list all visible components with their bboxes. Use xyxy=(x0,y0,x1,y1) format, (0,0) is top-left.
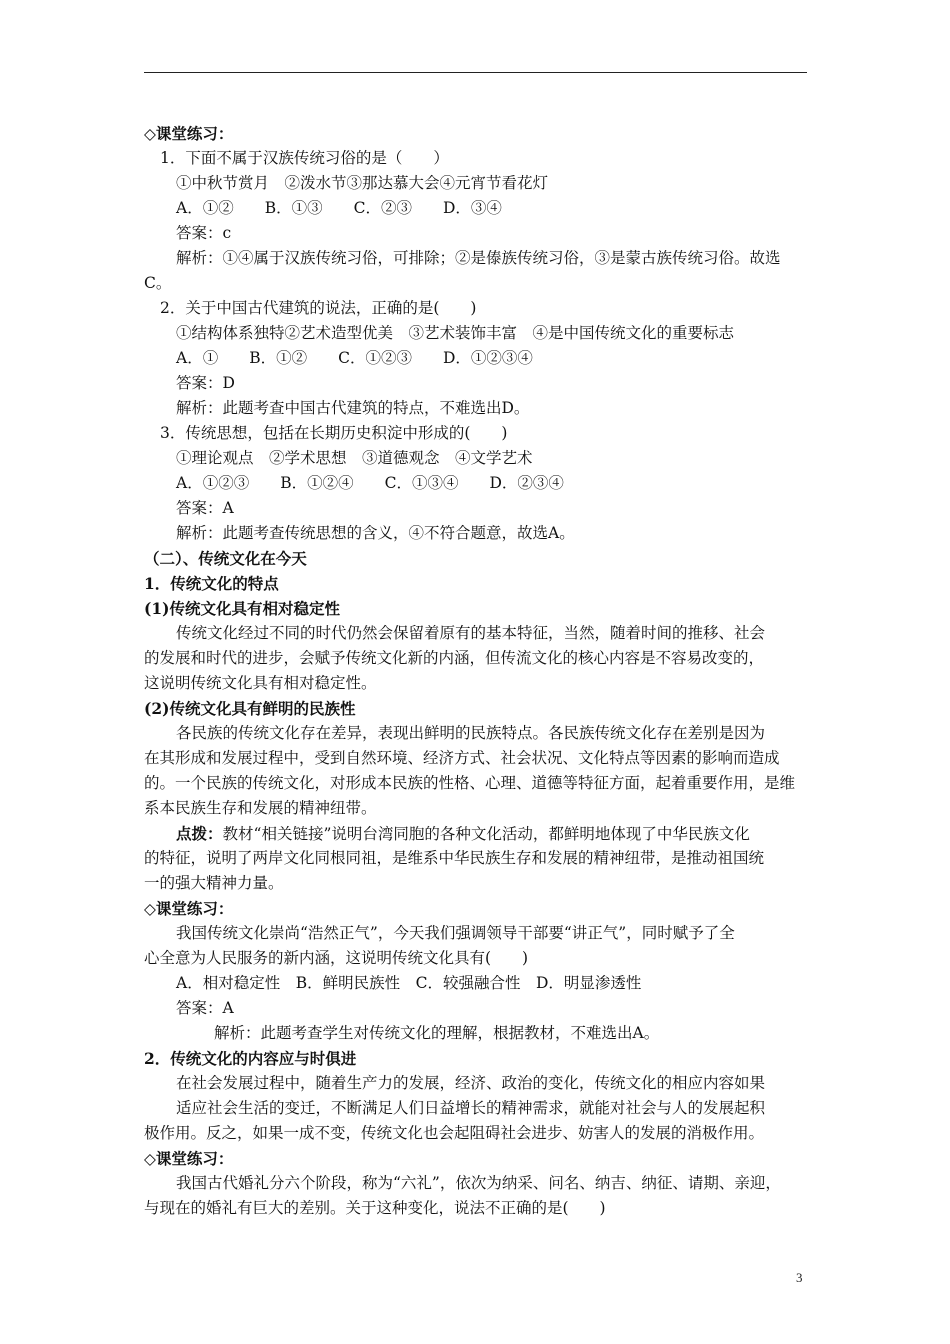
document-body xyxy=(144,121,814,1221)
practice-2-options: A．相对稳定性 B．鲜明民族性 C．较强融合性 D．明显渗透性 xyxy=(176,974,642,992)
subsection-1-title: 1．传统文化的特点 xyxy=(144,574,279,593)
point-2-line: 的。一个民族的传统文化，对形成本民族的性格、心理、道德等特征方面，起着重要作用，是维 xyxy=(144,774,796,792)
practice-heading: ◇课堂练习： xyxy=(144,124,234,143)
tip-paragraph xyxy=(144,821,814,846)
practice-2-answer: 答案：A xyxy=(176,999,234,1017)
subsection-2-line: 极作用。反之，如果一成不变，传统文化也会起阻碍社会进步、妨害人的发展的消极作用。 xyxy=(144,1124,765,1142)
point-1-line: 这说明传统文化具有相对稳定性。 xyxy=(144,674,377,692)
question-1-options: A．①② B．①③ C．②③ D．③④ xyxy=(176,199,502,217)
section-title: （二）、传统文化在今天 xyxy=(144,549,307,568)
tip-line: 的特征，说明了两岸文化同根同祖，是维系中华民族生存和发展的精神纽带，是推动祖国统 xyxy=(144,849,765,867)
point-2-line: 系本民族生存和发展的精神纽带。 xyxy=(144,799,377,817)
tip-text: 教材“相关链接”说明台湾同胞的各种文化活动，都鲜明地体现了中华民族文化 xyxy=(222,825,750,843)
practice-2-analysis: 解析：此题考查学生对传统文化的理解，根据教材，不难选出A。 xyxy=(214,1024,660,1042)
point-2-line: 各民族的传统文化存在差异，表现出鲜明的民族特点。各民族传统文化存在差别是因为 xyxy=(176,724,766,742)
practice-2-question: 我国传统文化崇尚“浩然正气”，今天我们强调领导干部要“讲正气”，同时赋予了全 xyxy=(176,924,735,942)
question-2-options: A．① B．①② C．①②③ D．①②③④ xyxy=(176,349,533,367)
question-2-answer: 答案：D xyxy=(176,374,235,392)
question-1-analysis-cont: C。 xyxy=(144,274,172,292)
question-3-answer: 答案：A xyxy=(176,499,234,517)
subsection-2-line: 在社会发展过程中，随着生产力的发展，经济、政治的变化，传统文化的相应内容如果 xyxy=(176,1074,766,1092)
practice-heading: ◇课堂练习： xyxy=(144,1149,234,1168)
practice-heading: ◇课堂练习： xyxy=(144,899,234,918)
point-1-line: 传统文化经过不同的时代仍然会保留着原有的基本特征，当然，随着时间的推移、社会 xyxy=(176,624,766,642)
practice-3-question-cont: 与现在的婚礼有巨大的差别。关于这种变化，说法不正确的是( ) xyxy=(144,1199,606,1217)
question-1-answer: 答案：c xyxy=(176,224,232,242)
subsection-2-line: 适应社会生活的变迁，不断满足人们日益增长的精神需求，就能对社会与人的发展起积 xyxy=(176,1099,766,1117)
question-3-options: A．①②③ B．①②④ C．①③④ D．②③④ xyxy=(176,474,564,492)
header-rule xyxy=(144,72,807,73)
practice-2-question-cont: 心全意为人民服务的新内涵，这说明传统文化具有( ) xyxy=(144,949,529,967)
practice-3-question: 我国古代婚礼分六个阶段，称为“六礼”，依次为纳采、问名、纳吉、纳征、请期、亲迎， xyxy=(176,1174,781,1192)
tip-label: 点拨： xyxy=(176,824,223,843)
page-number: 3 xyxy=(796,1270,803,1285)
question-3-items: ①理论观点 ②学术思想 ③道德观念 ④文学艺术 xyxy=(176,449,533,467)
point-2-line: 在其形成和发展过程中，受到自然环境、经济方式、社会状况、文化特点等因素的影响而造成 xyxy=(144,749,780,767)
question-1-analysis: 解析：①④属于汉族传统习俗，可排除；②是傣族传统习俗，③是蒙古族传统习俗。故选 xyxy=(176,249,781,267)
point-2-title: (2)传统文化具有鲜明的民族性 xyxy=(144,699,356,718)
subsection-2-title: 2．传统文化的内容应与时俱进 xyxy=(144,1049,357,1068)
question-2-analysis: 解析：此题考查中国古代建筑的特点，不难选出D。 xyxy=(176,399,530,417)
question-1-stem: 1．下面不属于汉族传统习俗的是（ ） xyxy=(160,149,449,167)
question-1-items: ①中秋节赏月 ②泼水节③那达慕大会④元宵节看花灯 xyxy=(176,174,549,192)
question-3-analysis: 解析：此题考查传统思想的含义，④不符合题意，故选A。 xyxy=(176,524,575,542)
tip-line: 一的强大精神力量。 xyxy=(144,874,284,892)
question-3-stem: 3．传统思想，包括在长期历史积淀中形成的( ) xyxy=(160,424,508,442)
question-2-items: ①结构体系独特②艺术造型优美 ③艺术装饰丰富 ④是中国传统文化的重要标志 xyxy=(176,324,735,342)
question-2-stem: 2．关于中国古代建筑的说法，正确的是( ) xyxy=(160,299,477,317)
point-1-line: 的发展和时代的进步，会赋予传统文化新的内涵，但传流文化的核心内容是不容易改变的， xyxy=(144,649,765,667)
point-1-title: (1)传统文化具有相对稳定性 xyxy=(144,599,340,618)
